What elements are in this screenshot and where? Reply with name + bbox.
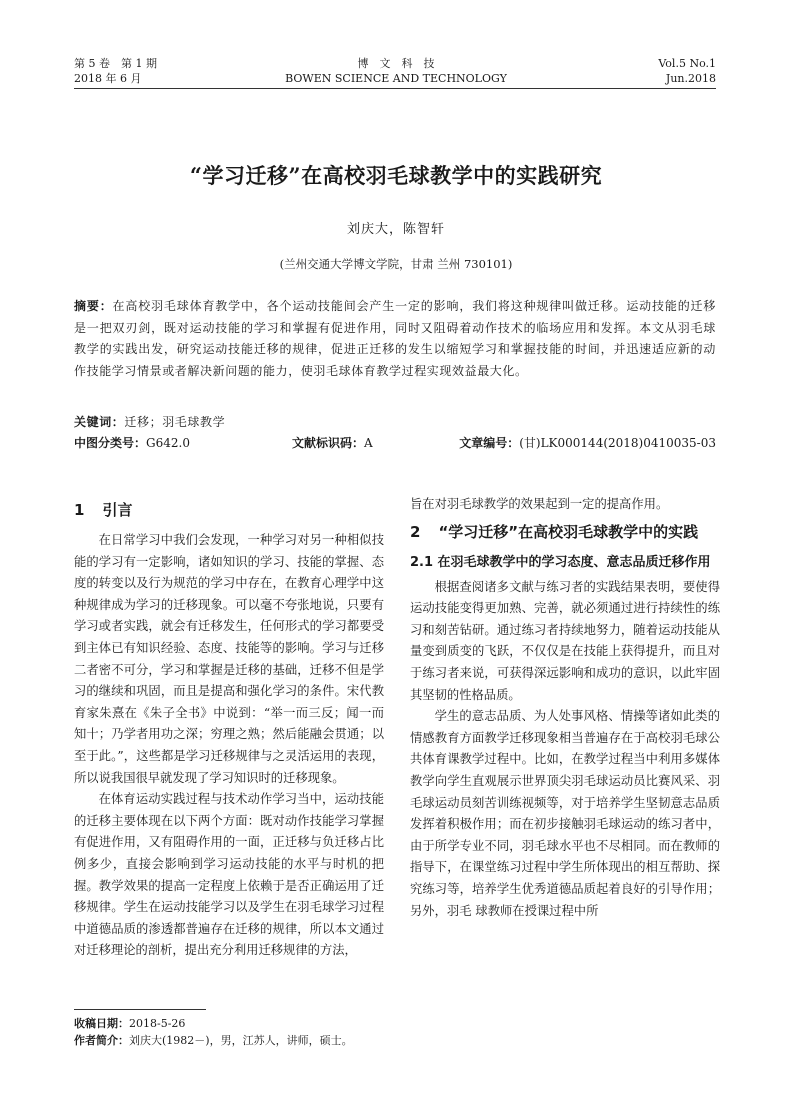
section-number: 1 (74, 501, 85, 519)
keywords-label: 关键词： (74, 415, 125, 429)
received-date: 收稿日期：2018-5-26 (74, 1017, 186, 1030)
issue-date: 2018 年 6 月 (74, 72, 142, 85)
journal-name-en: BOWEN SCIENCE AND TECHNOLOGY (285, 72, 507, 85)
body-paragraph: 学生的意志品质、为人处事风格、情操等诸如此类的情感教育方面教学迁移现象相当普遍存在于高校羽毛球公共体育课教学过程中。比如，在教学过程当中利用多媒体教学向学生直观展示世界顶尖羽毛球运动员比赛风采、羽毛球运动员刻苦训练视频等，对于培养学生坚韧意志品质发挥着积极作用；而在初步接触羽毛球运动的练习者中，由于所学专业不同，羽毛球水平也不尽相同。而在教师的指导下，在课堂练习过程中学生所体现出的相互帮助、探究练习等，培养学生优秀道德品质起着良好的引导作用；另外，羽毛 球教师在授课过程中所 (410, 709, 720, 918)
section-title: “学习迁移”在高校羽毛球教学中的实践 (438, 522, 699, 541)
article-number: 文章编号：(甘)LK000144(2018)0410035-03 (459, 436, 716, 450)
journal-issue-info-en (658, 56, 716, 86)
header-divider (74, 88, 716, 89)
author-bio: 作者简介：刘庆大(1982－)，男，江苏人，讲师，硕士。 (74, 1034, 353, 1047)
section-title: 引言 (102, 501, 133, 519)
body-paragraph: 根据查阅诸多文献与练习者的实践结果表明，要使得运动技能变得更加熟、完善，就必须通过进行持续性的练习和刻苦钻研。通过练习者持续地努力，随着运动技能从量变到质变的飞跃，不仅仅是在技能上获得提升，而且对于练习者来说，可获得深远影响和成功的意识，以此牢固其坚韧的性格品质。 (410, 579, 720, 702)
author-affiliation: (兰州交通大学博文学院，甘肃 兰州 730101) (279, 257, 513, 271)
volume-issue-en: Vol.5 No.1 (658, 57, 716, 70)
paper-title: “学习迁移”在高校羽毛球教学中的实践研究 (189, 163, 603, 188)
left-column (74, 494, 384, 962)
body-paragraph: 在日常学习中我们会发现，一种学习对另一种相似技能的学习有一定影响，诸如知识的学习、技能的掌握、态度的转变以及行为规范的学习中存在，在教育心理学中这种规律成为学习的迁移现象。可以毫不夸张地说，只要有学习或者实践，就会有迁移发生，任何形式的学习都要受到主体已有知识经验、态度、技能等的影响。学习与迁移二者密不可分，学习和掌握是迁移的基础，迁移不但是学习的继续和巩固，而且是提高和强化学习的条件。宋代教育家朱熹在《朱子全书》中说到：“举一而三反；闻一而知十；乃学者用功之深；穷理之熟；然后能融会贯通；以至于此。”，这些都是学习迁移规律与之灵活运用的表现，所以说我国很早就发现了学习知识时的迁移现象。 (74, 533, 384, 785)
document-code: 文献标识码：A (292, 436, 373, 450)
footnote (74, 1015, 353, 1049)
section-number: 2 (410, 522, 421, 541)
abstract (74, 296, 716, 382)
footnote-divider (74, 1009, 206, 1010)
clc-number: 中图分类号：G642.0 (74, 436, 190, 450)
section-heading-introduction (74, 498, 384, 522)
abstract-text: 在高校羽毛球体育教学中，各个运动技能间会产生一定的影响，我们将这种规律叫做迁移。运动技能的迁移是一把双刃剑，既对运动技能的学习和掌握有促进作用，同时又阻碍着动作技术的临场应用和发挥。本文从羽毛球教学的实践出发，研究运动技能迁移的规律，促进正迁移的发生以缩短学习和掌握技能的时间，并迅速适应新的动作技能学习情景或者解决新问题的能力，使羽毛球体育教学过程实现效益最大化。 (74, 299, 716, 378)
keywords-text: 迁移；羽毛球教学 (124, 415, 226, 429)
journal-name-cn: 博 文 科 技 (357, 57, 435, 70)
section-heading-practice (410, 520, 720, 544)
paper-authors: 刘庆大，陈智轩 (346, 222, 445, 237)
classification-info (74, 434, 716, 451)
keywords (74, 413, 716, 430)
right-column (410, 494, 720, 922)
volume-issue: 第 5 卷 第 1 期 (74, 57, 157, 70)
body-paragraph: 旨在对羽毛球教学的效果起到一定的提高作用。 (410, 497, 669, 511)
issue-date-en: Jun.2018 (665, 72, 716, 85)
body-paragraph: 在体育运动实践过程与技术动作学习当中，运动技能的迁移主要体现在以下两个方面：既对动作技能学习掌握有促进作用，又有阻碍作用的一面，正迁移与负迁移占比例多少，直接会影响到学习运动技能的水平与时机的把握。教学效果的提高一定程度上依赖于是否正确运用了迁移规律。学生在运动技能学习以及学生在羽毛球学习过程中道德品质的渗透都普遍存在迁移的规律，所以本文通过对迁移理论的剖析，提出充分利用迁移规律的方法， (74, 792, 384, 958)
subsection-heading: 2.1 在羽毛球教学中的学习态度、意志品质迁移作用 (410, 554, 711, 570)
abstract-label: 摘要： (74, 299, 113, 313)
